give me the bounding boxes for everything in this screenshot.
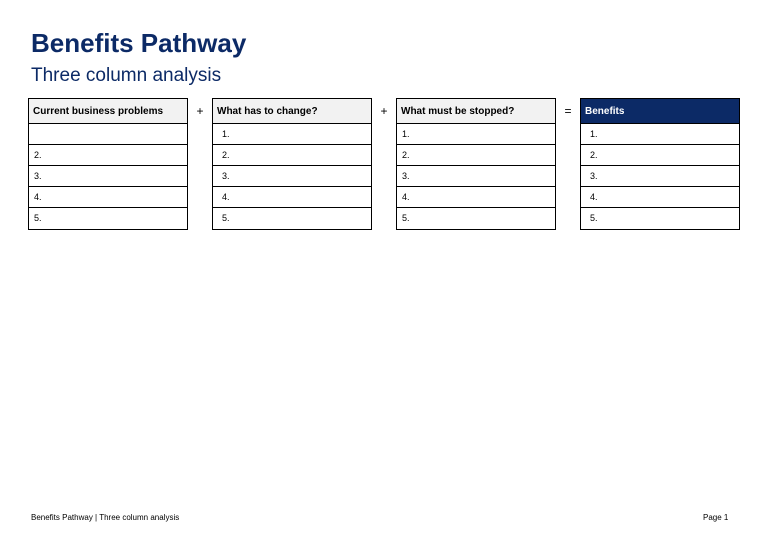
plus-operator: +	[380, 104, 388, 118]
table-row[interactable]: 5.	[222, 213, 230, 223]
table-row[interactable]: 4.	[397, 187, 555, 208]
column-benefits	[580, 98, 740, 230]
table-row[interactable]: 1.	[213, 124, 371, 145]
table-row[interactable]: 3.	[397, 166, 555, 187]
column-header: Benefits	[581, 99, 739, 124]
plus-operator: +	[196, 104, 204, 118]
table-row[interactable]: 2.	[397, 145, 555, 166]
column-header: What has to change?	[213, 99, 371, 124]
table-row[interactable]: 3.	[213, 166, 371, 187]
page-subtitle: Three column analysis	[31, 65, 222, 86]
table-row[interactable]: 1.	[581, 124, 739, 145]
column-header: What must be stopped?	[397, 99, 555, 124]
footer-page-number: Page 1	[703, 513, 729, 522]
table-row[interactable]: 4.	[29, 187, 187, 208]
column-current-business-problems	[28, 98, 188, 230]
table-row[interactable]: 3.	[29, 166, 187, 187]
table-row[interactable]: 2.	[581, 145, 739, 166]
table-row[interactable]: 5.	[402, 213, 410, 223]
column-what-must-be-stopped	[396, 98, 556, 230]
column-what-has-to-change	[212, 98, 372, 230]
table-row[interactable]: 5.	[34, 213, 42, 223]
table-row[interactable]: 1.	[397, 124, 555, 145]
page-title: Benefits Pathway	[31, 28, 247, 58]
footer-document-title: Benefits Pathway | Three column analysis	[31, 513, 180, 522]
table-row[interactable]: 4.	[581, 187, 739, 208]
table-row[interactable]: 3.	[581, 166, 739, 187]
table-row[interactable]	[29, 124, 187, 145]
table-row[interactable]: 2.	[29, 145, 187, 166]
table-row[interactable]: 5.	[590, 213, 598, 223]
equals-operator: =	[564, 104, 572, 118]
table-row[interactable]: 2.	[213, 145, 371, 166]
table-row[interactable]: 4.	[213, 187, 371, 208]
column-header: Current business problems	[29, 99, 187, 124]
